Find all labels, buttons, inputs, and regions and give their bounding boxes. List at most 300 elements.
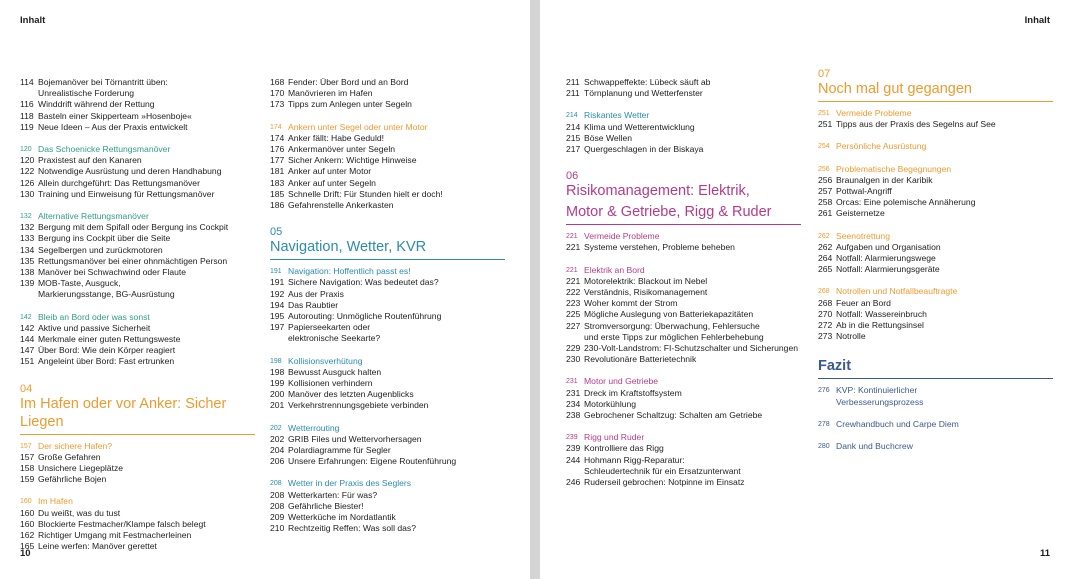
page-ref: 251 xyxy=(818,110,830,117)
toc-entry[interactable] xyxy=(818,309,1058,320)
toc-entry[interactable] xyxy=(20,452,265,463)
toc-entry[interactable] xyxy=(20,334,265,345)
entry-title: Notrolle xyxy=(836,331,866,342)
toc-entry[interactable] xyxy=(566,354,816,365)
section-entry[interactable] xyxy=(20,441,265,452)
section-entry[interactable] xyxy=(818,141,1058,152)
page-ref: 251 xyxy=(818,119,833,130)
section-entry[interactable] xyxy=(270,423,525,434)
toc-entry[interactable] xyxy=(20,356,265,367)
toc-entry[interactable] xyxy=(270,389,525,400)
page-ref: 195 xyxy=(270,311,285,322)
toc-entry[interactable] xyxy=(818,119,1058,130)
page-ref xyxy=(270,333,288,344)
page-ref: 254 xyxy=(818,143,830,151)
page-ref: 142 xyxy=(20,322,35,333)
page-ref: 197 xyxy=(270,322,285,333)
section-entry[interactable] xyxy=(566,432,816,443)
page-ref: 230 xyxy=(566,354,581,365)
page-ref: 270 xyxy=(818,308,833,319)
toc-entry[interactable] xyxy=(270,400,525,411)
entry-title: Über Bord: Wie dein Körper reagiert xyxy=(38,345,176,356)
entry-title: Aus der Praxis xyxy=(288,288,344,299)
page-ref: 231 xyxy=(566,387,581,398)
page-ref: 168 xyxy=(270,77,285,87)
entry-title: Richtiger Umgang mit Festmacherleinen xyxy=(38,530,192,541)
toc-entry[interactable] xyxy=(270,322,525,333)
page-ref: 116 xyxy=(20,99,34,110)
page-ref: 244 xyxy=(566,454,581,465)
toc-entry[interactable] xyxy=(20,166,265,177)
entry-title: Dreck im Kraftstoffsystem xyxy=(584,387,682,398)
toc-entry[interactable] xyxy=(20,508,265,519)
page-ref: 122 xyxy=(20,166,35,177)
entry-title: Manöver bei Schwachwind oder Flaute xyxy=(38,267,187,278)
chapter-underline xyxy=(818,101,1053,102)
page-ref xyxy=(20,289,38,300)
toc-column xyxy=(270,77,525,535)
page-ref: 147 xyxy=(20,345,35,356)
entry-title: Segelbergen und zurückmotoren xyxy=(38,244,163,255)
page-ref: 162 xyxy=(20,530,35,541)
toc-entry[interactable] xyxy=(818,197,1058,208)
page-ref: 256 xyxy=(818,165,830,173)
toc-entry[interactable] xyxy=(270,456,525,467)
entry-title: Neue Ideen – Aus der Praxis entwickelt xyxy=(38,121,188,132)
page-ref: 209 xyxy=(270,512,285,523)
entry-title: Praxistest auf den Kanaren xyxy=(38,155,142,166)
page-ref: 170 xyxy=(270,88,285,99)
entry-title: Schwappeffekte: Lübeck säuft ab xyxy=(584,77,711,87)
page-number: 10 xyxy=(20,548,31,559)
page-ref: 225 xyxy=(566,309,581,320)
toc-entry[interactable] xyxy=(818,331,1058,342)
page-ref: 261 xyxy=(818,208,833,219)
chapter-underline xyxy=(566,224,801,225)
toc-entry[interactable] xyxy=(566,332,816,343)
page-ref: 208 xyxy=(270,500,285,511)
toc-entry[interactable] xyxy=(20,178,265,189)
page-header: Inhalt xyxy=(20,15,46,26)
entry-title: Verkehrstrennungsgebiete verbinden xyxy=(288,400,429,411)
entry-title: Aufgaben und Organisation xyxy=(836,241,941,252)
entry-title: Unsichere Liegeplätze xyxy=(38,463,124,474)
page-ref: 268 xyxy=(818,288,830,296)
page-ref: 258 xyxy=(818,197,833,208)
toc-entry[interactable] xyxy=(818,253,1058,264)
page-ref: 276 xyxy=(818,387,830,395)
section-title: Crewhandbuch und Carpe Diem xyxy=(836,418,959,429)
page-ref: 214 xyxy=(566,112,578,120)
section-title: Elektrik an Bord xyxy=(584,264,645,275)
entry-title: Angeleint über Bord: Fast ertrunken xyxy=(38,356,175,367)
toc-entry[interactable] xyxy=(270,88,525,99)
page-ref: 206 xyxy=(270,456,285,467)
toc-entry[interactable] xyxy=(20,530,265,541)
page-ref: 142 xyxy=(20,313,32,321)
entry-title: Tipps aus der Praxis des Segelns auf See xyxy=(836,119,996,130)
page-ref: 132 xyxy=(20,213,32,221)
toc-entry[interactable] xyxy=(20,111,265,122)
section-entry[interactable] xyxy=(20,496,265,507)
entry-title: Du weißt, was du tust xyxy=(38,507,121,518)
entry-title: Bergung ins Cockpit über die Seite xyxy=(38,233,171,244)
entry-title: Verbesserungsprozess xyxy=(836,396,924,407)
toc-entry[interactable] xyxy=(566,287,816,298)
toc-entry[interactable] xyxy=(818,298,1058,309)
toc-entry[interactable] xyxy=(20,222,265,233)
section-title: Problematische Begegnungen xyxy=(836,163,952,174)
toc-entry[interactable] xyxy=(270,178,525,189)
entry-title: Ruderseil gebrochen: Notpinne im Einsatz xyxy=(584,477,745,488)
section-title: Persönliche Ausrüstung xyxy=(836,141,927,152)
chapter-title-line2: Motor & Getriebe, Rigg & Ruder xyxy=(566,204,772,221)
chapter-underline xyxy=(270,259,505,260)
toc-entry[interactable] xyxy=(818,186,1058,197)
page-ref: 204 xyxy=(270,445,285,456)
page-ref: 165 xyxy=(20,541,35,552)
toc-entry[interactable] xyxy=(566,88,816,99)
entry-title: Törnplanung und Wetterfenster xyxy=(584,88,703,99)
entry-title: elektronische Seekarte? xyxy=(288,333,381,344)
toc-entry[interactable] xyxy=(818,264,1058,275)
entry-title: Anker fällt: Habe Geduld! xyxy=(288,132,385,143)
page-ref: 198 xyxy=(270,366,285,377)
page-ref: 133 xyxy=(20,233,35,244)
toc-entry[interactable] xyxy=(566,276,816,287)
page-ref: 198 xyxy=(270,357,282,365)
toc-entry[interactable] xyxy=(566,133,816,144)
section-entry[interactable] xyxy=(818,231,1058,242)
toc-entry[interactable] xyxy=(566,309,816,320)
entry-title: Bergung mit dem Spifall oder Bergung ins Cockpit xyxy=(38,222,229,233)
page-ref: 257 xyxy=(818,186,833,197)
toc-entry[interactable] xyxy=(20,289,265,300)
entry-title: Mögliche Auslegung von Batteriekapazitäten xyxy=(584,309,754,320)
page-ref: 181 xyxy=(270,166,285,177)
page-ref: 273 xyxy=(818,331,833,342)
page-ref: 132 xyxy=(20,222,35,233)
toc-entry[interactable] xyxy=(566,298,816,309)
toc-entry[interactable] xyxy=(566,466,816,477)
page-ref: 183 xyxy=(270,177,285,188)
entry-title: Allein durchgeführt: Das Rettungsmanöver xyxy=(38,177,200,188)
entry-title: Notfall: Wassereinbruch xyxy=(836,308,927,319)
page-ref: 246 xyxy=(566,477,581,488)
page-ref: 159 xyxy=(20,474,35,485)
toc-entry[interactable] xyxy=(566,122,816,133)
toc-entry[interactable] xyxy=(270,311,525,322)
page-ref: 221 xyxy=(566,233,578,241)
toc-entry[interactable] xyxy=(20,278,265,289)
page-ref: 272 xyxy=(818,320,833,331)
toc-entry[interactable] xyxy=(566,477,816,488)
toc-entry[interactable] xyxy=(270,144,525,155)
toc-entry[interactable] xyxy=(270,523,525,534)
page-ref xyxy=(818,397,836,408)
section-title: Der sichere Hafen? xyxy=(38,440,113,451)
section-entry[interactable] xyxy=(818,286,1058,297)
page-ref: 202 xyxy=(270,424,282,432)
entry-title: und erste Tipps zur möglichen Fehlerbehebung xyxy=(584,331,764,342)
toc-entry[interactable] xyxy=(20,256,265,267)
toc-entry[interactable] xyxy=(270,333,525,344)
section-entry[interactable] xyxy=(566,376,816,387)
section-entry[interactable] xyxy=(818,385,1058,396)
toc-entry[interactable] xyxy=(270,189,525,200)
page-ref: 144 xyxy=(20,334,35,345)
chapter-heading xyxy=(20,383,265,435)
page-ref: 160 xyxy=(20,518,35,529)
entry-title: Notwendige Ausrüstung und deren Handhabung xyxy=(38,166,222,177)
section-title: Seenotrettung xyxy=(836,230,890,241)
entry-title: 230-Volt-Landstrom: FI-Schutzschalter und Sicherungen xyxy=(584,343,799,354)
entry-title: Leine werfen: Manöver gerettet xyxy=(38,541,157,552)
toc-entry[interactable] xyxy=(818,320,1058,331)
page-ref: 264 xyxy=(818,253,833,264)
chapter-title: Risikomanagement: Elektrik, xyxy=(566,183,750,200)
toc-entry[interactable] xyxy=(20,189,265,200)
entry-title: Anker auf unter Segeln xyxy=(288,177,376,188)
page-ref: 256 xyxy=(818,174,833,185)
toc-entry[interactable] xyxy=(270,133,525,144)
toc-entry[interactable] xyxy=(566,455,816,466)
page-ref: 186 xyxy=(270,200,285,211)
toc-entry[interactable] xyxy=(20,88,265,99)
toc-entry[interactable] xyxy=(270,490,525,501)
page-ref: 210 xyxy=(270,523,285,534)
chapter-number: 06 xyxy=(566,170,579,183)
entry-title: Gefährliche Biester! xyxy=(288,500,364,511)
page-ref: 208 xyxy=(270,489,285,500)
toc-entry[interactable] xyxy=(270,99,525,110)
toc-entry[interactable] xyxy=(20,77,265,88)
section-entry[interactable] xyxy=(818,441,1058,452)
entry-title: Revolutionäre Batterietechnik xyxy=(584,354,697,365)
entry-title: Autorouting: Unmögliche Routenführung xyxy=(288,311,442,322)
toc-entry[interactable] xyxy=(270,200,525,211)
section-title: Navigation: Hoffentlich passt es! xyxy=(288,266,411,277)
page-ref: 120 xyxy=(20,146,32,154)
entry-title: Rechtzeitig Reffen: Was soll das? xyxy=(288,523,417,534)
toc-entry[interactable] xyxy=(20,122,265,133)
page-ref: 215 xyxy=(566,132,581,143)
entry-title: Merkmale einer guten Rettungsweste xyxy=(38,334,181,345)
page-ref: 217 xyxy=(566,144,581,155)
entry-title: Orcas: Eine polemische Annäherung xyxy=(836,197,976,208)
entry-title: Anker auf unter Motor xyxy=(288,166,372,177)
page-ref: 265 xyxy=(818,264,833,275)
section-entry[interactable] xyxy=(818,108,1058,119)
page-ref: 118 xyxy=(20,110,34,121)
entry-title: Wetterküche im Nordatlantik xyxy=(288,512,396,523)
page-ref: 173 xyxy=(270,99,285,110)
toc-entry[interactable] xyxy=(270,300,525,311)
page-ref: 221 xyxy=(566,242,581,253)
section-entry[interactable] xyxy=(270,122,525,133)
entry-title: Verständnis, Risikomanagement xyxy=(584,287,708,298)
entry-title: Hohmann Rigg-Reparatur: xyxy=(584,454,685,465)
toc-entry[interactable] xyxy=(270,434,525,445)
chapter-number: 05 xyxy=(270,226,283,239)
toc-entry[interactable] xyxy=(20,519,265,530)
entry-title: Blockierte Festmacher/Klampe falsch belegt xyxy=(38,518,206,529)
page-ref: 174 xyxy=(270,123,282,131)
toc-entry[interactable] xyxy=(566,388,816,399)
section-title: Vermeide Probleme xyxy=(584,231,660,242)
toc-entry[interactable] xyxy=(270,378,525,389)
page-header: Inhalt xyxy=(1024,15,1050,26)
section-entry[interactable] xyxy=(20,144,265,155)
toc-entry[interactable] xyxy=(566,343,816,354)
page-ref: 139 xyxy=(20,278,35,289)
entry-title: Gebrochener Schaltzug: Schalten am Getriebe xyxy=(584,410,763,421)
section-title: Notrollen und Notfallbeauftragte xyxy=(836,286,958,297)
toc-entry[interactable] xyxy=(20,323,265,334)
toc-entry[interactable] xyxy=(566,242,816,253)
page-ref: 194 xyxy=(270,299,285,310)
toc-entry[interactable] xyxy=(270,512,525,523)
toc-column xyxy=(20,77,265,553)
entry-title: Tipps zum Anlegen unter Segeln xyxy=(288,99,412,110)
page-ref: 229 xyxy=(566,343,581,354)
entry-title: Quergeschlagen in der Biskaya xyxy=(584,144,704,155)
section-title: Vermeide Probleme xyxy=(836,108,912,118)
toc-entry[interactable] xyxy=(270,289,525,300)
section-entry[interactable] xyxy=(818,164,1058,175)
entry-title: Braunalgen in der Karibik xyxy=(836,174,933,185)
section-entry[interactable] xyxy=(270,266,525,277)
section-title: Dank und Buchcrew xyxy=(836,441,913,452)
chapter-heading xyxy=(566,170,816,225)
page-ref: 130 xyxy=(20,188,35,199)
toc-entry[interactable] xyxy=(270,166,525,177)
chapter-underline xyxy=(20,434,255,435)
entry-title: Winddrift während der Rettung xyxy=(38,99,155,110)
entry-title: Große Gefahren xyxy=(38,451,101,462)
page-ref xyxy=(566,332,584,343)
toc-entry[interactable] xyxy=(818,208,1058,219)
section-entry[interactable] xyxy=(270,478,525,489)
entry-title: Markierungsstange, BG-Ausrüstung xyxy=(38,289,175,300)
page-ref: 202 xyxy=(270,433,285,444)
toc-entry[interactable] xyxy=(818,242,1058,253)
page-ref: 211 xyxy=(566,88,580,99)
section-title: Motor und Getriebe xyxy=(584,376,659,387)
toc-entry[interactable] xyxy=(20,233,265,244)
toc-entry[interactable] xyxy=(20,245,265,256)
section-title: Alternative Rettungsmanöver xyxy=(38,211,149,222)
page-ref: 138 xyxy=(20,267,35,278)
section-title: Kollisionsverhütung xyxy=(288,355,363,366)
entry-title: Klima und Wetterentwicklung xyxy=(584,121,695,132)
toc-entry[interactable] xyxy=(270,367,525,378)
page-ref: 158 xyxy=(20,463,35,474)
page-ref: 227 xyxy=(566,320,581,331)
page-ref: 201 xyxy=(270,400,285,411)
entry-title: Basteln einer Skipperteam »Hosenboje« xyxy=(38,110,192,121)
page-ref: 160 xyxy=(20,498,32,506)
page-ref: 176 xyxy=(270,144,285,155)
entry-title: Das Raubtier xyxy=(288,299,339,310)
entry-title: Böse Wellen xyxy=(584,132,633,143)
toc-entry[interactable] xyxy=(20,474,265,485)
chapter-heading xyxy=(818,68,1058,102)
toc-entry[interactable] xyxy=(566,399,816,410)
entry-title: Notfall: Alarmierungswege xyxy=(836,253,936,264)
toc-entry[interactable] xyxy=(20,155,265,166)
page-ref: 135 xyxy=(20,255,35,266)
entry-title: Motorelektrik: Blackout im Nebel xyxy=(584,275,708,286)
toc-entry[interactable] xyxy=(566,443,816,454)
toc-entry[interactable] xyxy=(566,144,816,155)
section-entry[interactable] xyxy=(566,110,816,121)
page-ref: 214 xyxy=(566,121,581,132)
toc-entry[interactable] xyxy=(20,541,265,552)
page-ref: 239 xyxy=(566,443,581,454)
toc-entry[interactable] xyxy=(20,463,265,474)
left-page xyxy=(0,0,530,579)
page-ref: 160 xyxy=(20,507,35,518)
entry-title: Manöver des letzten Augenblicks xyxy=(288,389,414,400)
chapter-underline xyxy=(818,378,1053,379)
entry-title: Wetterkarten: Für was? xyxy=(288,489,378,500)
section-entry[interactable] xyxy=(566,231,816,242)
page-ref xyxy=(20,88,38,99)
entry-title: Unrealistische Forderung xyxy=(38,88,135,99)
toc-column xyxy=(818,68,1058,452)
page-ref: 191 xyxy=(270,277,285,288)
toc-entry[interactable] xyxy=(20,99,265,110)
entry-title: Aktive und passive Sicherheit xyxy=(38,322,151,333)
entry-title: Gefährliche Bojen xyxy=(38,474,107,485)
section-title: Bleib an Bord oder was sonst xyxy=(38,311,150,322)
page-ref: 234 xyxy=(566,398,581,409)
toc-entry[interactable] xyxy=(566,77,816,88)
toc-entry[interactable] xyxy=(270,501,525,512)
toc-entry[interactable] xyxy=(270,155,525,166)
section-entry[interactable] xyxy=(566,265,816,276)
entry-title: Kontrolliere das Rigg xyxy=(584,443,664,454)
entry-title: Kollisionen verhindern xyxy=(288,378,373,389)
toc-entry[interactable] xyxy=(270,445,525,456)
page-ref: 199 xyxy=(270,378,285,389)
toc-entry[interactable] xyxy=(818,175,1058,186)
chapter-heading xyxy=(818,357,1058,379)
section-entry[interactable] xyxy=(818,419,1058,430)
toc-entry[interactable] xyxy=(20,345,265,356)
right-page xyxy=(540,0,1068,579)
toc-entry[interactable] xyxy=(818,397,1058,408)
toc-entry[interactable] xyxy=(566,410,816,421)
page-ref: 223 xyxy=(566,298,581,309)
entry-title: Schnelle Drift: Für Stunden hielt er doch! xyxy=(288,188,443,199)
section-entry[interactable] xyxy=(20,211,265,222)
section-entry[interactable] xyxy=(270,356,525,367)
entry-title: Geisternetze xyxy=(836,208,885,219)
page-ref: 174 xyxy=(270,132,285,143)
section-entry[interactable] xyxy=(20,312,265,323)
page-ref: 221 xyxy=(566,266,578,274)
toc-entry[interactable] xyxy=(270,77,525,88)
page-ref: 211 xyxy=(566,77,580,87)
toc-entry[interactable] xyxy=(566,321,816,332)
entry-title: Pottwal-Angriff xyxy=(836,186,892,197)
page-ref: 114 xyxy=(20,77,34,87)
toc-entry[interactable] xyxy=(270,277,525,288)
toc-entry[interactable] xyxy=(20,267,265,278)
entry-title: Notfall: Alarmierungsgeräte xyxy=(836,264,940,275)
